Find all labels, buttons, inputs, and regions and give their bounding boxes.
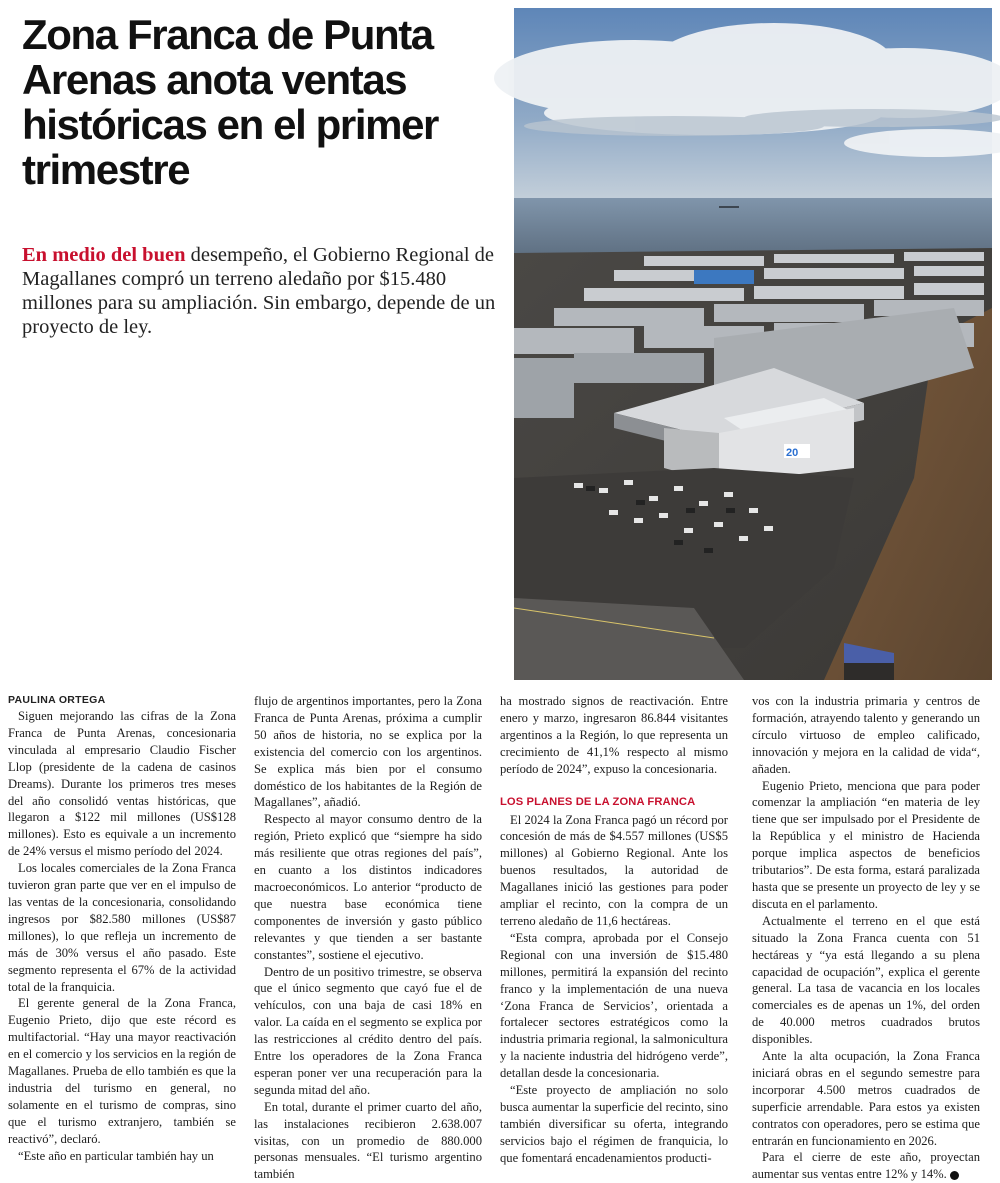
column-2 [254,693,482,1183]
lede-body: desempeño, el Gobierno Regional de Magallanes compró un terreno aledaño por $15.480 millones para su ampliación. Sin embargo, depende de un proyecto de ley. [22,244,496,338]
paragraph: Los locales comerciales de la Zona Franca tuvieron gran parte que ver en el impulso de las ventas de la concesionaria, consolidando ingresos por $82.580 millones (US$87 millones), lo que refleja un incremento de más de 30% versus el año pasado. Este segmento representa el 67% de la actividad total de la franquicia. [8,861,236,994]
paragraph: Actualmente el terreno en el que está situado la Zona Franca cuenta con 51 hectáreas y “ya está llegando a su plena capacidad de ocupación”, explica el gerente general. La tasa de vacancia en los locales comerciales es de apenas un 1%, del orden de 40.000 metros cuadrados brutos disponibles. [752,913,980,1047]
paragraph: Eugenio Prieto, menciona que para poder comenzar la ampliación “en materia de ley tiene que ser impulsado por el Presidente de la República y el ministro de Hacienda porque implica aspectos de beneficios tributarios”. De esta forma, estará paralizada hasta que se presente un proyecto de ley y se discuta en el parlamento. [752,778,980,911]
paragraph: “Esta compra, aprobada por el Consejo Regional con una inversión de $15.480 millones, permitirá la expansión del recinto franco y la implementación de una nueva ‘Zona Franca de Servicios’, orientada a fortalecer sectores estratégicos como la industria primaria regional, la salmonicultura y la naciente industria del hidrógeno verde”, detallan desde la concesionaria. [500,930,728,1081]
column-3 [500,693,728,1167]
section-subhead: LOS PLANES DE LA ZONA FRANCA [500,795,696,808]
final-paragraph-text: Para el cierre de este año, proyectan aumentar sus ventas entre 12% y 14%. [752,1150,980,1182]
paragraph: En total, durante el primer cuarto del año, las instalaciones recibieron 2.638.007 visitas, con un promedio de 880.000 personas mensuales. “El turismo argentino también [254,1099,482,1182]
paragraph: “Este año en particular también hay un [18,1148,214,1163]
column-1 [8,693,236,1164]
paragraph: Siguen mejorando las cifras de la Zona Franca de Punta Arenas, concesionaria vinculada al empresario Claudio Fischer Llop (presidente de la cadena de casinos Dreams). Durante los primeros tres meses del año consolidó ventas históricas, que llegaron a $122 mil millones (US$128 millones). Esto es equivale a un incremento de 24% versus el mismo período del 2024. [8,709,236,859]
headline: Zona Franca de Punta Arenas anota ventas históricas en el primer trimestre [22,11,438,193]
lede [22,243,500,339]
paragraph: El gerente general de la Zona Franca, Eugenio Prieto, dijo que este récord es multifactorial. “Hay una mayor reactivación en el comercio y los servicios en la región de Magallanes. Prueba de ello también es que la industria del turismo en general, no solamente en el turismo de compras, sino que el turismo extranjero, también se reactivó”, declaró. [8,996,236,1146]
paragraph: “Este proyecto de ampliación no solo busca aumentar la superficie del recinto, sino también diversificar su oferta, integrando servicios bajo el régimen de franquicia, lo que fomentará encadenamientos producti- [500,1083,728,1165]
paragraph [752,1149,980,1183]
lede-lead-in: En medio del buen [22,244,186,266]
paragraph: El 2024 la Zona Franca pagó un récord por concesión de más de $4.557 millones (US$5 millones) al Gobierno Regional. Ante los buenos resultados, la autoridad de Magallanes inició las gestiones para poder ampliar el recinto, con la compra de un terreno aledaño de 11,6 hectáreas. [500,812,728,928]
byline: PAULINA ORTEGA [8,694,106,706]
paragraph: Dentro de un positivo trimestre, se observa que el único segmento que cayó fue el de vehículos, con una baja de casi 18% en valor. La caída en el segmento se explica por las restricciones al crédito dentro del país. Entre los operadores de la Zona Franca esperan poner ver una recuperación para la segunda mitad del año. [254,964,482,1097]
paragraph: Respecto al mayor consumo dentro de la región, Prieto explicó que “siempre ha sido más resiliente que otras regiones del país”, en cuanto a los distintos indicadores macroeconómicos. Lo anterior “producto de que nuestra base económica tiene componentes de inversión y gasto público relevantes y que tienden a ser bastante constantes”, sostiene el ejecutivo. [254,812,482,962]
end-of-article-icon: P [950,1171,959,1180]
paragraph: Ante la alta ocupación, la Zona Franca iniciará obras en el segundo semestre para incorporar 4.500 metros cuadrados de superficie arrendable. Para estos ya existen contratos con operadores, pero se estima que entrarán en funcionamiento en 2026. [752,1049,980,1148]
aerial-photo [514,8,992,680]
column-4 [752,693,980,1183]
paragraph: ha mostrado signos de reactivación. Entre enero y marzo, ingresaron 86.844 visitantes argentinos a la Región, lo que representa un crecimiento de 41,1% respecto al mismo período de 2024”, expuso la concesionaria. [500,694,728,776]
paragraph: flujo de argentinos importantes, pero la Zona Franca de Punta Arenas, próxima a cumplir 50 años de historia, no se explica por la existencia del comercio con los argentinos. Se explica más bien por el consumo doméstico de los habitantes de la Región de Magallanes”, añadió. [254,694,482,810]
article-body [0,693,1000,1182]
building-sign: 20 [786,447,799,459]
paragraph: vos con la industria primaria y centros de formación, atrayendo talento y generando un círculo virtuoso de empleo calificado, innovación y mejora en la calidad de vida“, añaden. [752,694,980,776]
